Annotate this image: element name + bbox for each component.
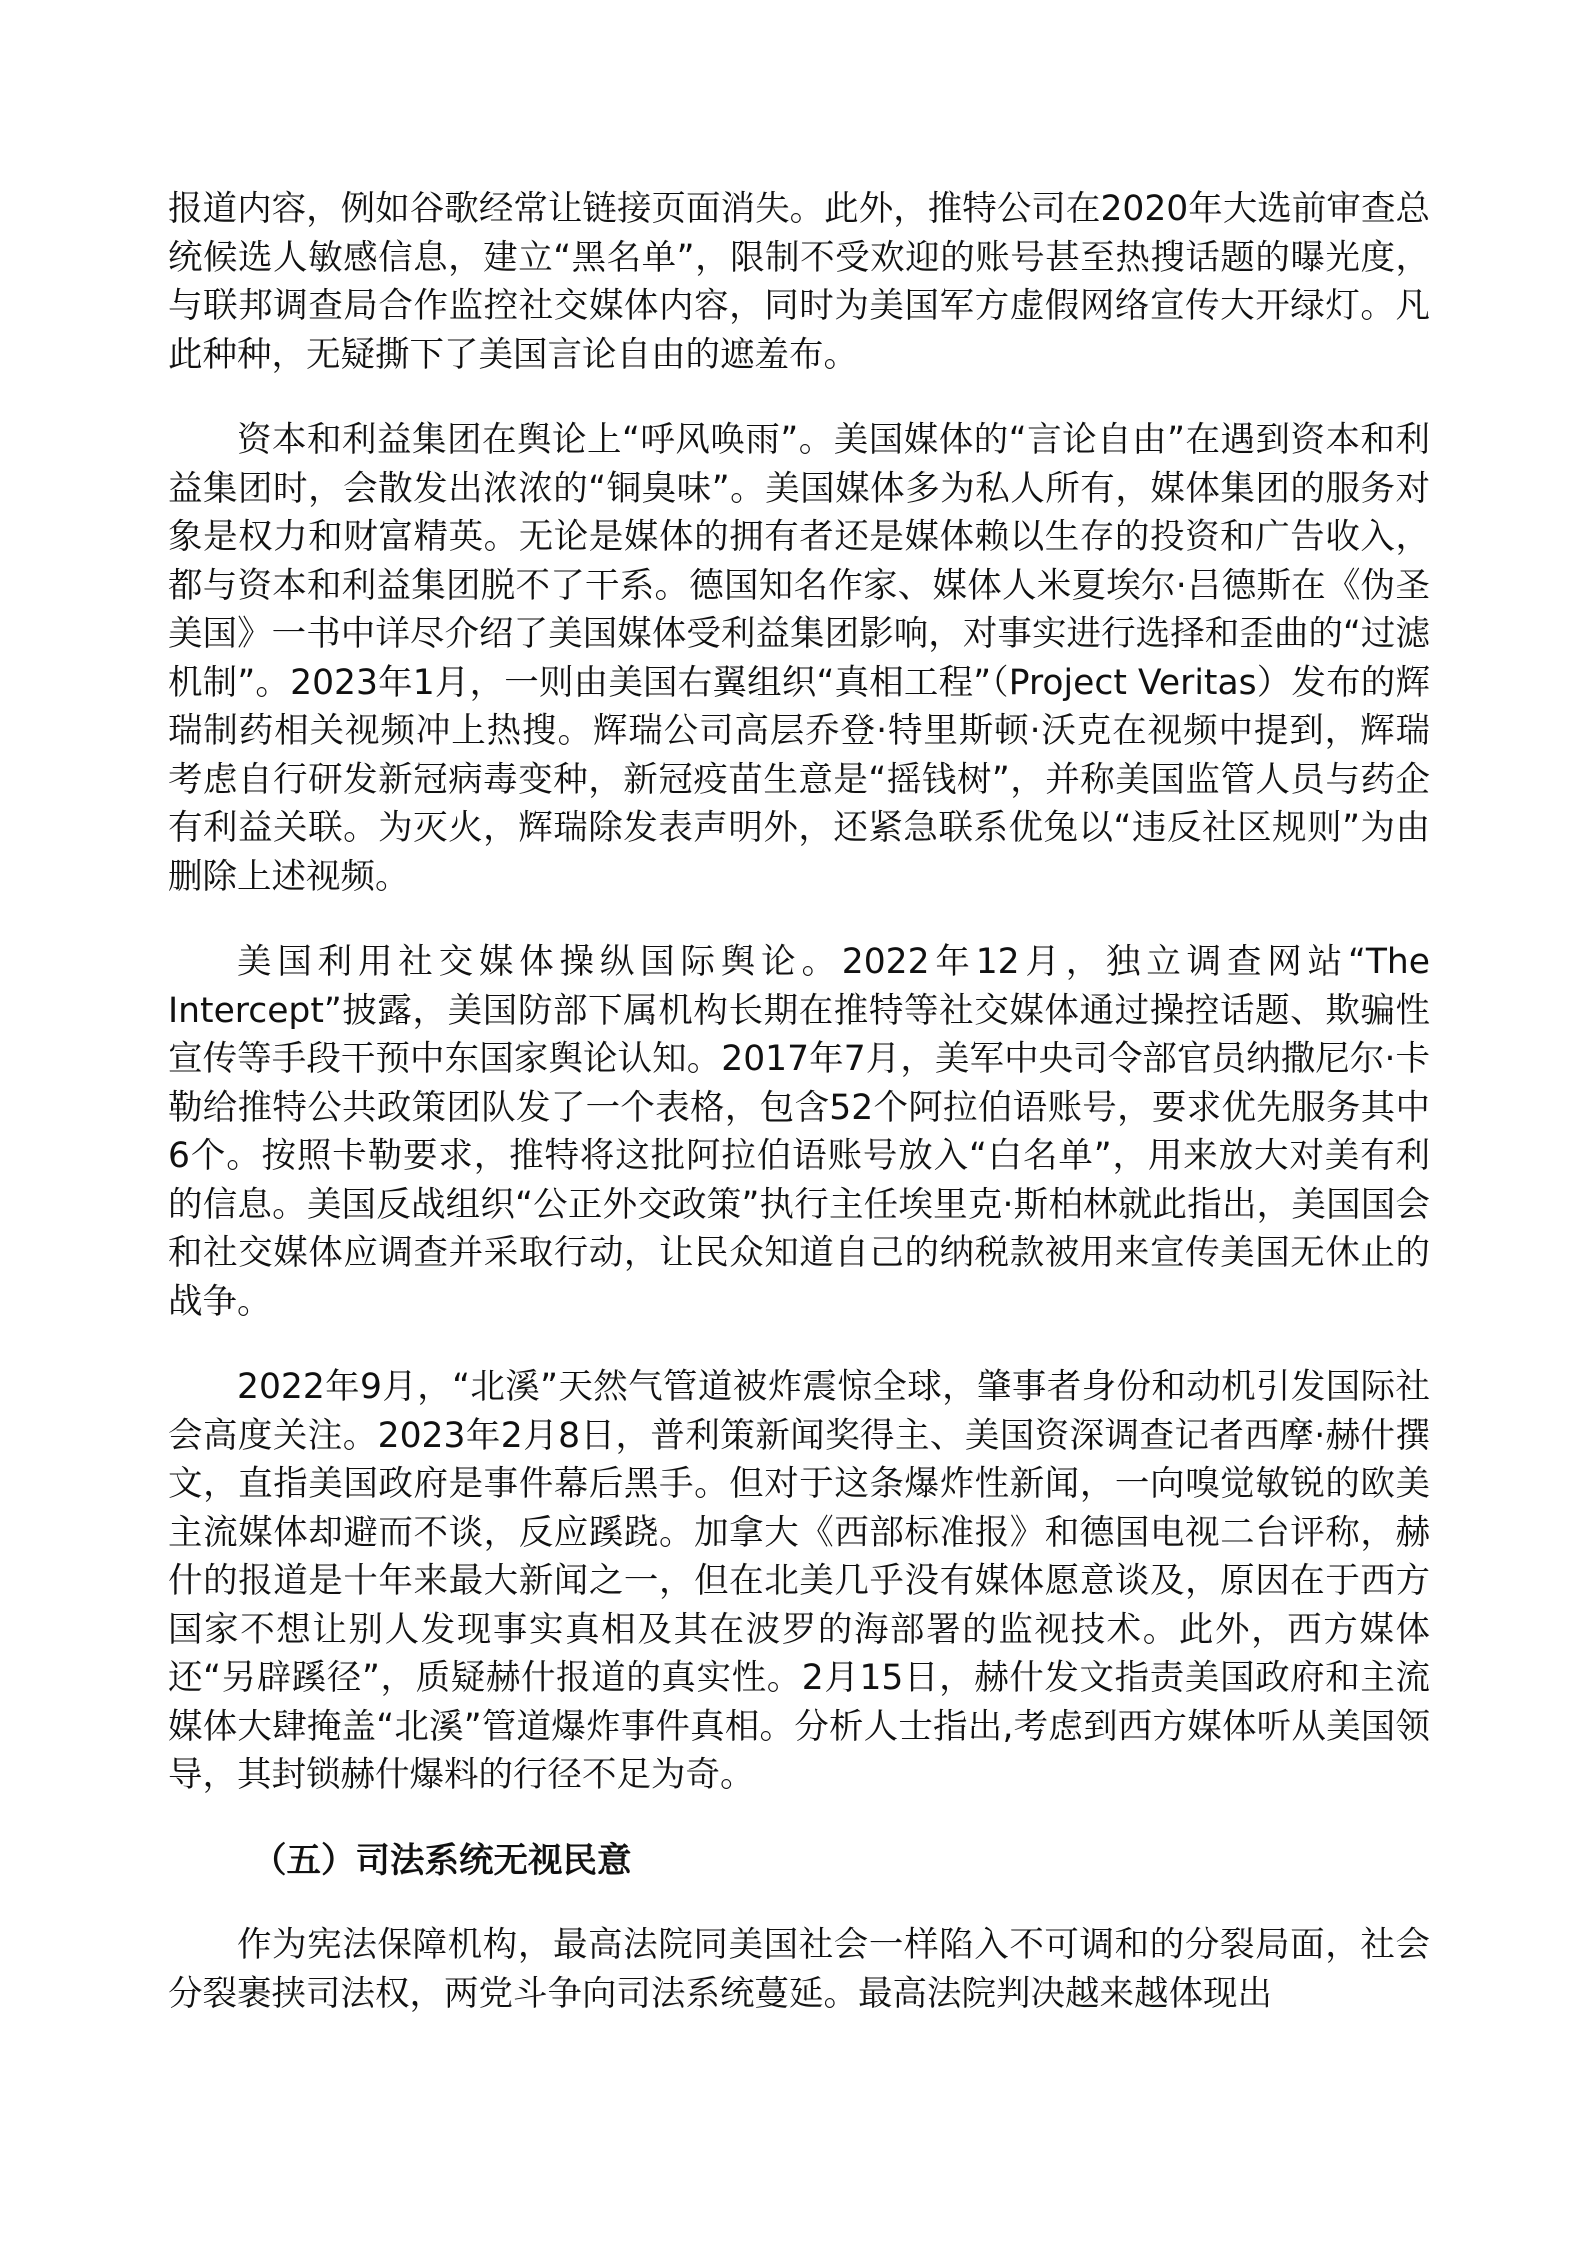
paragraph-capital-interest-groups: 资本和利益集团在舆论上“呼风唤雨”。美国媒体的“言论自由”在遇到资本和利益集团时，会散发出浓浓的“铜臭味”。美国媒体多为私人所有，媒体集团的服务对象是权力和财富精英。无论是媒体的拥有者还是媒体赖以生存的投资和广告收入，都与资本和利益集团脱不了干系。德国知名作家、媒体人米夏埃尔·吕德斯在《伪圣美国》一书中详尽介绍了美国媒体受利益集团影响，对事实进行选择和歪曲的“过滤机制”。2023年1月，一则由美国右翼组织“真相工程”（Project Veritas）发布的辉瑞制药相关视频冲上热搜。辉瑞公司高层乔登·特里斯顿·沃克在视频中提到，辉瑞考虑自行研发新冠病毒变种，新冠疫苗生意是“摇钱树”，并称美国监管人员与药企有利益关联。为灭火，辉瑞除发表声明外，还紧急联系优兔以“违反社区规则”为由删除上述视频。 [168, 420, 1430, 897]
document-page [168, 185, 1430, 2055]
paragraph-nord-stream: 2022年9月，“北溪”天然气管道被炸震惊全球，肇事者身份和动机引发国际社会高度关注。2023年2月8日，普利策新闻奖得主、美国资深调查记者西摩·赫什撰文，直指美国政府是事件幕后黑手。但对于这条爆炸性新闻，一向嗅觉敏锐的欧美主流媒体却避而不谈，反应蹊跷。加拿大《西部标准报》和德国电视二台评称，赫什的报道是十年来最大新闻之一，但在北美几乎没有媒体愿意谈及，原因在于西方国家不想让别人发现事实真相及其在波罗的海部署的监视技术。此外，西方媒体还“另辟蹊径”，质疑赫什报道的真实性。2月15日，赫什发文指责美国政府和主流媒体大肆掩盖“北溪”管道爆炸事件真相。分析人士指出,考虑到西方媒体听从美国领导，其封锁赫什爆料的行径不足为奇。 [168, 1367, 1430, 1795]
paragraph-supreme-court: 作为宪法保障机构，最高法院同美国社会一样陷入不可调和的分裂局面，社会分裂裹挟司法权，两党斗争向司法系统蔓延。最高法院判决越来越体现出 [168, 1925, 1430, 2014]
section-heading: （五）司法系统无视民意 [252, 1840, 632, 1881]
paragraph-social-media-manipulation: 美国利用社交媒体操纵国际舆论。2022年12月，独立调查网站“The Intercept”披露，美国防部下属机构长期在推特等社交媒体通过操控话题、欺骗性宣传等手段干预中东国家舆论认知。2017年7月，美军中央司令部官员纳撒尼尔·卡勒给推特公共政策团队发了一个表格，包含52个阿拉伯语账号，要求优先服务其中6个。按照卡勒要求，推特将这批阿拉伯语账号放入“白名单”，用来放大对美有利的信息。美国反战组织“公正外交政策”执行主任埃里克·斯柏林就此指出，美国国会和社交媒体应调查并采取行动，让民众知道自己的纳税款被用来宣传美国无休止的战争。 [168, 942, 1430, 1322]
paragraph-media-censorship: 报道内容，例如谷歌经常让链接页面消失。此外，推特公司在2020年大选前审查总统候选人敏感信息，建立“黑名单”，限制不受欢迎的账号甚至热搜话题的曝光度，与联邦调查局合作监控社交媒体内容，同时为美国军方虚假网络宣传大开绿灯。凡此种种，无疑撕下了美国言论自由的遮羞布。 [168, 189, 1430, 375]
